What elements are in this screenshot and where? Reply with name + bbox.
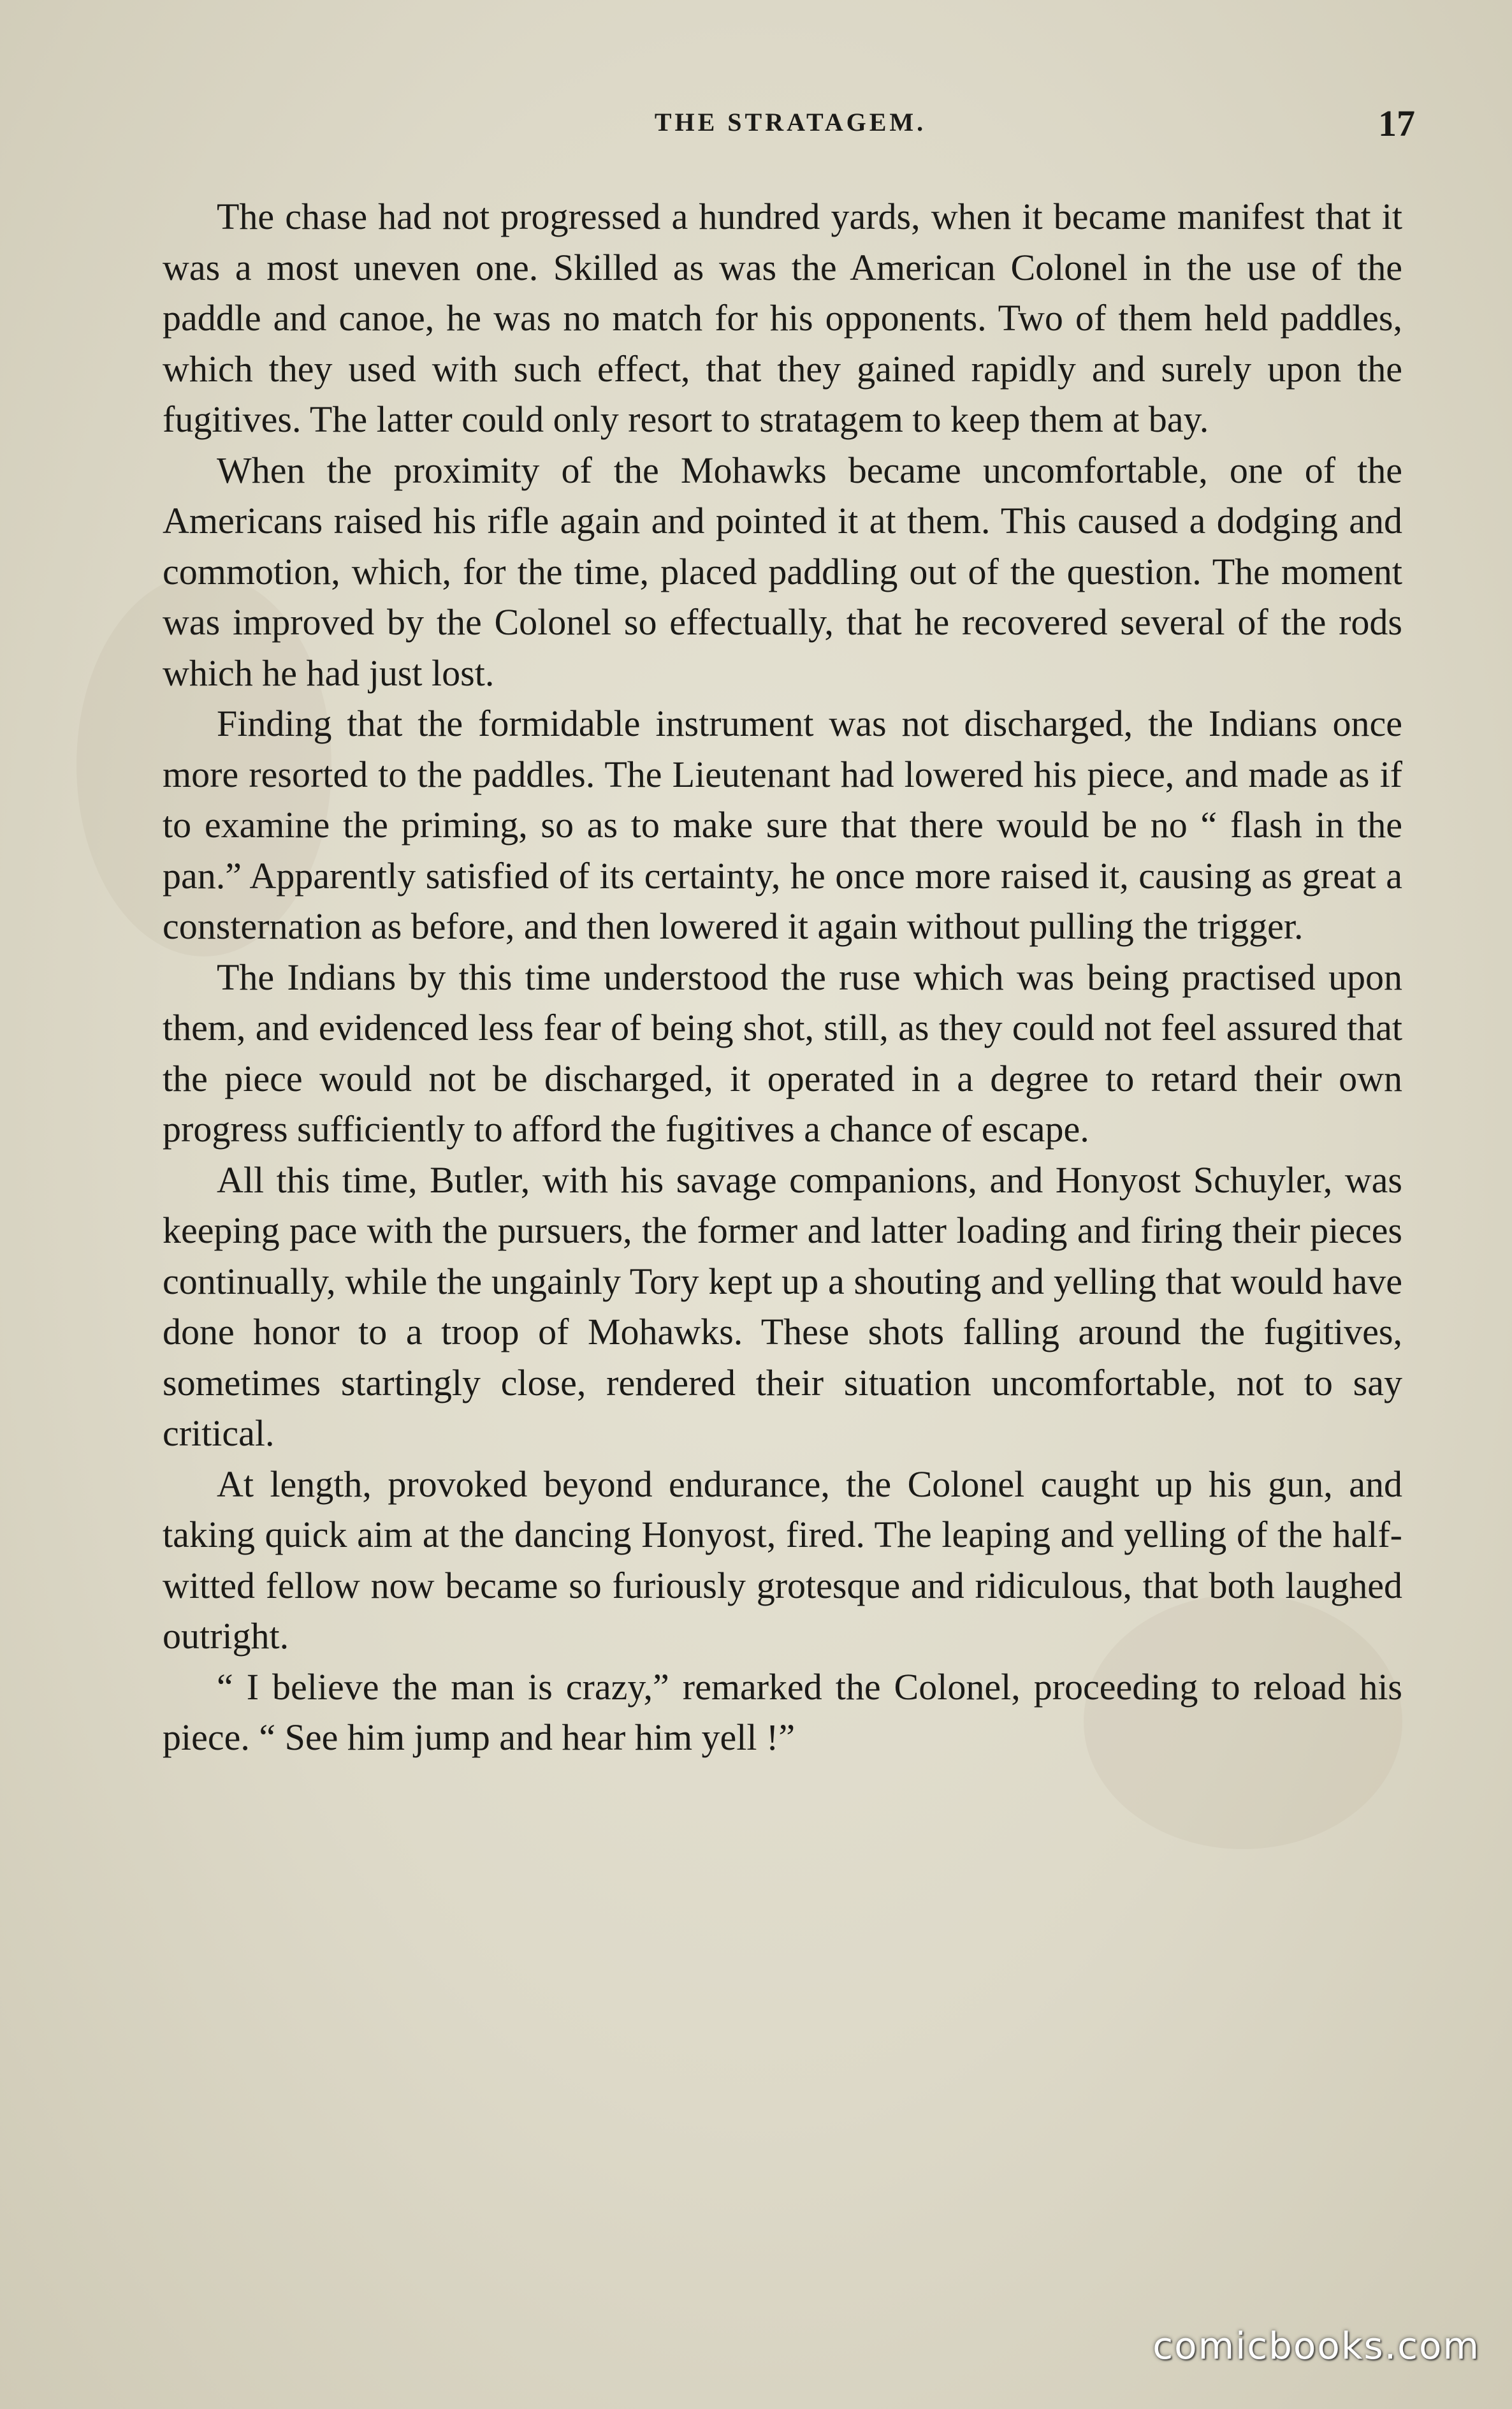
running-head: THE STRATAGEM. (654, 108, 927, 136)
paragraph: Finding that the formidable instrument was not discharged, the Indians once more resorted to the paddles. The Lieutenant had lowered his piece, and made as if to examine the priming, so as to make sure that there would be no “ flash in the pan.” Apparently satisfied of its certainty, he once more raised it, causing as great a consternation as before, and then lowered it again without pulling the trigger. (163, 703, 1402, 947)
page-number: 17 (1378, 103, 1415, 144)
watermark: comicbooks.com (1152, 2324, 1480, 2368)
page-header (166, 103, 1415, 158)
paragraph: The Indians by this time understood the ruse which was being practised upon them, and evidenced less fear of being shot, still, as they could not feel assured that the piece would not be discharged, it operated in a degree to retard their own progress sufficiently to afford the fugitives a chance of escape. (163, 956, 1402, 1150)
paragraph: At length, provoked beyond endurance, the Colonel caught up his gun, and taking quick aim at the dancing Honyost, fired. The leaping and yelling of the half-witted fellow now became so furiously grotesque and ridiculous, that both laughed outright. (163, 1463, 1402, 1657)
paragraph: All this time, Butler, with his savage companions, and Honyost Schuyler, was keeping pace with the pursuers, the former and latter loading and firing their pieces continually, while the ungainly Tory kept up a shouting and yelling that would have done honor to a troop of Mohawks. These shots falling around the fugitives, sometimes startingly close, rendered their situation uncomfortable, not to say critical. (163, 1159, 1402, 1454)
paragraph: The chase had not progressed a hundred yards, when it became manifest that it was a most uneven one. Skilled as was the American Colonel in the use of the paddle and canoe, he was no match for his opponents. Two of them held paddles, which they used with such effect, that they gained rapidly and surely upon the fugitives. The latter could only resort to stratagem to keep them at bay. (163, 196, 1402, 440)
paragraph: When the proximity of the Mohawks became uncomfortable, one of the Americans raised his rifle again and pointed it at them. This caused a dodging and commotion, which, for the time, placed paddling out of the question. The moment was improved by the Colonel so effectually, that he recovered several of the rods which he had just lost. (163, 449, 1402, 694)
body-text (163, 191, 1402, 1763)
paragraph: “ I believe the man is crazy,” remarked the Colonel, proceeding to reload his piece. “ See him jump and hear him yell !” (163, 1666, 1402, 1758)
